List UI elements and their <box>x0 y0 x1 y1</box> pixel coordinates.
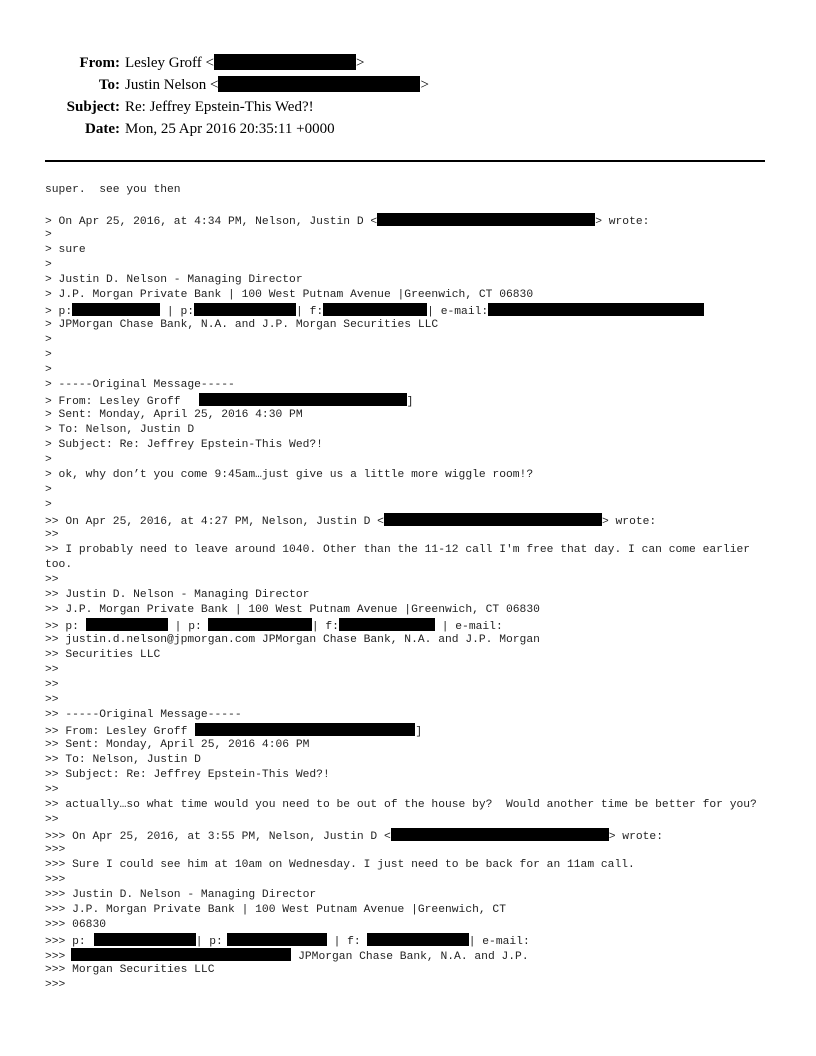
body-text: >> From: Lesley Groff <box>45 726 188 738</box>
body-line: >> <box>45 814 59 826</box>
body-text: | f: <box>296 306 324 318</box>
date-value: Mon, 25 Apr 2016 20:35:11 +0000 <box>125 121 335 137</box>
from-close: > <box>356 55 365 71</box>
body-line <box>45 213 770 228</box>
date-label: Date: <box>85 121 120 137</box>
body-text: | e-mail: <box>434 621 503 633</box>
body-text: ] <box>415 726 423 738</box>
body-line <box>45 198 770 213</box>
body-line: >>> <box>45 844 66 856</box>
from-value: Lesley Groff < <box>125 55 214 71</box>
body-text: >> On Apr 25, 2016, at 4:27 PM, Nelson, Justin D < <box>45 516 384 528</box>
body-line: >> justin.d.nelson@jpmorgan.com JPMorgan Chase Bank, N.A. and J.P. Morgan <box>45 634 540 646</box>
body-text: > From: Lesley Groff <box>45 396 181 408</box>
body-line <box>45 513 770 528</box>
body-line <box>45 948 770 963</box>
body-line: >>> <box>45 979 66 991</box>
body-line: >> I probably need to leave around 1040. Other than the 11-12 call I'm free that day. I can come earlier too. <box>45 544 757 571</box>
body-line <box>45 618 770 633</box>
body-line: > <box>45 259 52 271</box>
body-text: >>> <box>45 951 66 963</box>
redaction-bar <box>384 513 602 526</box>
redaction-bar <box>218 76 420 92</box>
body-text: > wrote: <box>608 831 663 843</box>
body-line <box>45 303 770 318</box>
body-text: >>> On Apr 25, 2016, at 3:55 PM, Nelson, Justin D < <box>45 831 391 843</box>
from-label: From: <box>79 55 120 71</box>
body-line: super. see you then <box>45 184 181 196</box>
to-label: To: <box>98 77 120 93</box>
redaction-bar <box>488 303 704 316</box>
header-date-row <box>30 118 530 140</box>
body-line: >> <box>45 574 59 586</box>
body-line: >> -----Original Message----- <box>45 709 242 721</box>
body-line: >>> <box>45 874 66 886</box>
header-subject-row <box>30 96 530 118</box>
redaction-bar <box>195 723 415 736</box>
to-close: > <box>420 77 429 93</box>
body-line: > J.P. Morgan Private Bank | 100 West Putnam Avenue |Greenwich, CT 06830 <box>45 289 534 301</box>
body-text: JPMorgan Chase Bank, N.A. and J.P. <box>291 951 529 963</box>
redaction-bar <box>72 303 160 316</box>
redaction-bar <box>377 213 595 226</box>
redaction-bar <box>367 933 469 946</box>
subject-value: Re: Jeffrey Epstein-This Wed?! <box>125 99 314 115</box>
body-line <box>45 933 770 948</box>
body-line: > To: Nelson, Justin D <box>45 424 195 436</box>
body-text: > wrote: <box>601 516 657 528</box>
email-header <box>30 52 530 140</box>
body-line: >> <box>45 529 59 541</box>
body-text: | e-mail: <box>427 306 489 318</box>
body-line: > <box>45 484 52 496</box>
redaction-bar <box>214 54 356 70</box>
body-line: > ok, why don’t you come 9:45am…just give us a little more wiggle room!? <box>45 469 534 481</box>
body-text: >> p: <box>45 621 79 633</box>
body-text: | e-mail: <box>468 936 530 948</box>
body-line <box>45 723 770 738</box>
body-line: > <box>45 334 52 346</box>
header-to-row <box>30 74 530 96</box>
header-from-row <box>30 52 530 74</box>
body-line: >> Sent: Monday, April 25, 2016 4:06 PM <box>45 739 310 751</box>
body-text: | p: <box>167 621 202 633</box>
body-line: > Subject: Re: Jeffrey Epstein-This Wed?! <box>45 439 323 451</box>
redaction-bar <box>199 393 407 406</box>
body-line <box>45 393 770 408</box>
body-line: >> Securities LLC <box>45 649 161 661</box>
body-line <box>45 828 770 843</box>
body-line: >> <box>45 694 59 706</box>
redaction-bar <box>391 828 609 841</box>
redaction-bar <box>208 618 312 631</box>
body-line: > sure <box>45 244 86 256</box>
body-line: > Sent: Monday, April 25, 2016 4:30 PM <box>45 409 303 421</box>
redaction-bar <box>339 618 435 631</box>
body-line: > <box>45 229 52 241</box>
body-line: >> <box>45 784 59 796</box>
body-line: > <box>45 454 52 466</box>
header-divider <box>45 160 765 162</box>
body-line: > JPMorgan Chase Bank, N.A. and J.P. Morgan Securities LLC <box>45 319 439 331</box>
body-line: > <box>45 364 52 376</box>
body-line: >> <box>45 664 59 676</box>
body-text: | f: <box>311 621 339 633</box>
body-line: >>> 06830 <box>45 919 107 931</box>
redaction-bar <box>227 933 327 946</box>
body-line: >> J.P. Morgan Private Bank | 100 West Putnam Avenue |Greenwich, CT 06830 <box>45 604 540 616</box>
body-text: ] <box>406 396 414 408</box>
body-text: > wrote: <box>595 216 650 228</box>
subject-label: Subject: <box>66 99 120 115</box>
redaction-bar <box>86 618 168 631</box>
body-line: >>> Sure I could see him at 10am on Wednesday. I just need to be back for an 11am call. <box>45 859 635 871</box>
body-line: >>> Justin D. Nelson - Managing Director <box>45 889 317 901</box>
body-line: > Justin D. Nelson - Managing Director <box>45 274 303 286</box>
body-line: >>> Morgan Securities LLC <box>45 964 215 976</box>
redaction-bar <box>71 948 291 961</box>
body-text: >>> p: <box>45 936 86 948</box>
body-line: >> Justin D. Nelson - Managing Director <box>45 589 310 601</box>
body-line: >> actually…so what time would you need to be out of the house by? Would another time be better for you? <box>45 799 757 811</box>
redaction-bar <box>323 303 427 316</box>
body-text: | p: <box>195 936 223 948</box>
redaction-bar <box>94 933 196 946</box>
body-line: >> Subject: Re: Jeffrey Epstein-This Wed?! <box>45 769 330 781</box>
body-line: >> <box>45 679 59 691</box>
body-line: >> To: Nelson, Justin D <box>45 754 201 766</box>
to-value: Justin Nelson < <box>125 77 219 93</box>
body-line: > <box>45 349 52 361</box>
email-body <box>45 183 770 993</box>
body-text: > On Apr 25, 2016, at 4:34 PM, Nelson, Justin D < <box>45 216 378 228</box>
redaction-bar <box>194 303 296 316</box>
body-line: >>> J.P. Morgan Private Bank | 100 West Putnam Avenue |Greenwich, CT <box>45 904 506 916</box>
body-text: | f: <box>326 936 361 948</box>
body-line: > <box>45 499 52 511</box>
body-text: | p: <box>160 306 195 318</box>
body-text: > p: <box>45 306 73 318</box>
body-line: > -----Original Message----- <box>45 379 235 391</box>
